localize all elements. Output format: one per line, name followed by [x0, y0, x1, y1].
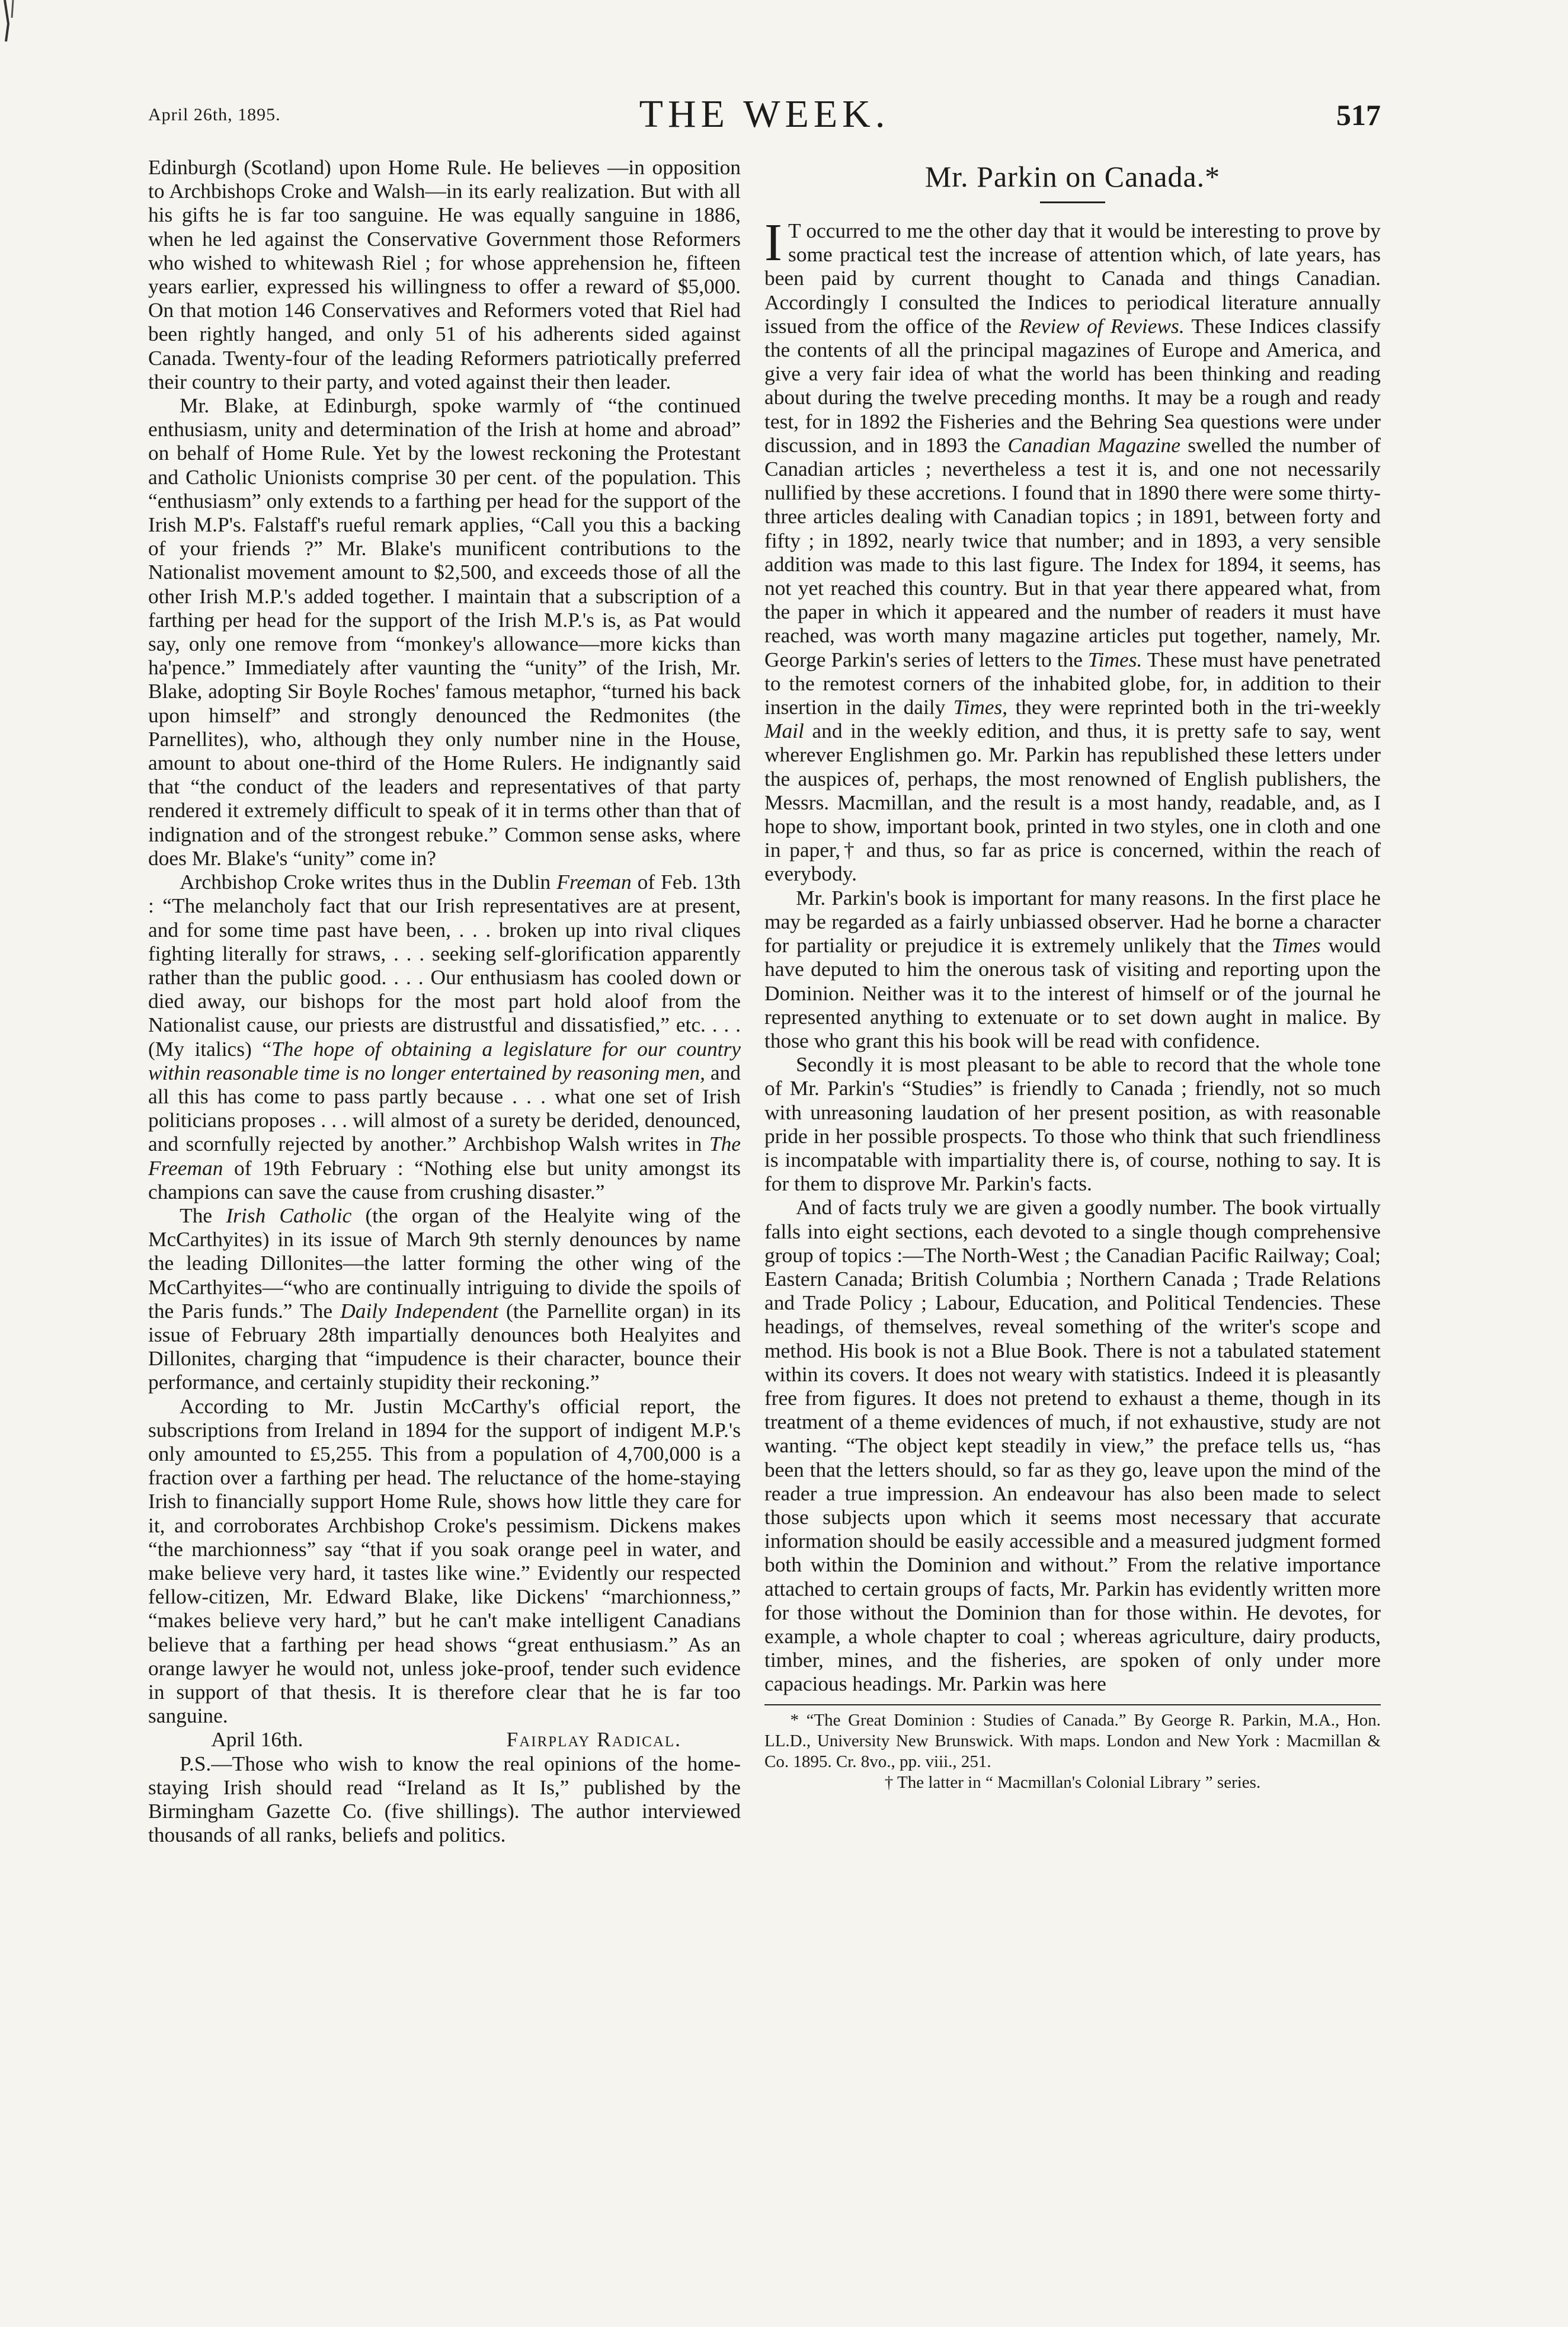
left-paragraph-3: Archbishop Croke writes thus in the Dublin Freeman of Feb. 13th : “The melancholy fact that our Irish representatives are at present, and for some time past have been, . . . broken up into rival cliques fighting literally for straws, . . . seeking self-glorification apparently rather than the public good. . . . Our enthusiasm has cooled down or died away, our bishops for the most part hold aloof from the Nationalist cause, our priests are distrustful and dissatisfied,” etc. . . . (My italics) “The hope of obtaining a legislature for our country within reasonable time is no longer entertained by reasoning men, and all this has come to pass partly because . . . what one set of Irish politicians proposes . . . will almost of a surety be derided, denounced, and scornfully rejected by another.” Archbishop Walsh writes in The Freeman of 19th February : “Nothing else but unity amongst its champions can save the cause from crushing disaster.”	[148, 870, 741, 1203]
daily-independent-title: Daily Independent	[340, 1298, 498, 1323]
signoff-date: April 16th.	[211, 1727, 303, 1752]
irish-catholic-title: Irish Catholic	[226, 1203, 352, 1227]
issue-date: April 26th, 1895.	[148, 105, 281, 124]
masthead-title: THE WEEK.	[639, 92, 890, 136]
freeman-title-2: The Freeman	[148, 1132, 741, 1180]
freeman-title: Freeman	[556, 870, 632, 894]
right-paragraph-1: I T occurred to me the other day that it would be interesting to prove by some practical test the increase of attention which, of late years, has been paid by current thought to Canada and things Canadian. Accordingly I consulted the Indices to periodical literature annually issued from the office of the Review of Reviews. These Indices classify the contents of all the principal magazines of Europe and America, and give a very fair idea of what the world has been thinking and reading about during the twelve preceding months. It may be a rough and ready test, for in 1892 the Fisheries and the Behring Sea questions were under discussion, and in 1893 the Canadian Magazine swelled the number of Canadian articles ; nevertheless a test it is, and one not necessarily nullified by these accretions. I found that in 1890 there were some thirty-three articles dealing with Canadian topics ; in 1891, between forty and fifty ; in 1892, nearly twice that number; and in 1893, a very sensible addition was made to this last figure. The Index for 1894, it seems, has not yet reached this country. But in that year there appeared what, from the paper in which it appeared and the number of readers it must have reached, was worth many magazine articles put together, namely, Mr. George Parkin's series of letters to the Times. These must have penetrated to the remotest corners of the inhabited globe, for, in addition to their insertion in the daily Times, they were reprinted both in the tri-weekly Mail and in the weekly edition, and thus, it is pretty safe to say, went wherever Englishmen go. Mr. Parkin has republished these letters under the auspices of, perhaps, the most renowned of English publishers, the Messrs. Macmillan, and the result is a most handy, readable, and, as I hope to show, important book, printed in two styles, one in cloth and one in paper,† and thus, so far as price is concerned, within the reach of everybody.	[764, 213, 1381, 886]
right-paragraph-3: Secondly it is most pleasant to be able to record that the whole tone of Mr. Parkin's “Studies” is friendly to Canada ; friendly, not so much with unreasoning laudation of her present position, as with reasonable pride in her possible prospects. To those who think that such friendliness is incompatable with impartiality there is, of course, nothing to say. It is for them to disprove Mr. Parkin's facts.	[764, 1052, 1381, 1196]
italic-quote: The hope of obtaining a legislature for our country within reasonable time is no longer entertained by reasoning men,	[148, 1036, 741, 1084]
left-paragraph-2: Mr. Blake, at Edinburgh, spoke warmly of “the continued enthusiasm, unity and determination of the Irish at home and abroad” on behalf of Home Rule. Yet by the lowest reckoning the Protestant and Catholic Unionists comprise 30 per cent. of the population. This “enthusiasm” only extends to a farthing per head for the support of the Irish M.P's. Falstaff's rueful remark applies, “Call you this a backing of your friends ?” Mr. Blake's munificent contributions to the Nationalist movement amount to $2,500, and exceeds those of all the other Irish M.P.'s added together. I maintain that a subscription of a farthing per head for the support of the Irish M.P.'s is, as Pat would say, only one remove from “monkey's allowance—more kicks than ha'pence.” Immediately after vaunting the “unity” of the Irish, Mr. Blake, adopting Sir Boyle Roches' famous metaphor, “turned his back upon himself” and strongly denounced the Redmonites (the Parnellites), who, although they only number nine in the House, amount to about one-third of the Home Rulers. He indignantly said that “the conduct of the leaders and representatives of that party rendered it extremely difficult to speak of it in terms other than that of indignation and of the strongest rebuke.” Common sense asks, where does Mr. Blake's “unity” come in?	[148, 393, 741, 870]
left-paragraph-1: Edinburgh (Scotland) upon Home Rule. He believes —in opposition to Archbishops Croke and Walsh—in its early realization. But with all his gifts he is far too sanguine. He was equally sanguine in 1886, when he led against the Conservative Government those Reformers who wished to whitewash Riel ; for whose apprehension he, fifteen years earlier, expressed his willingness to offer a reward of $5,000. On that motion 146 Conservatives and Reformers voted that Riel had been rightly hanged, and only 51 of his adherents sided against Canada. Twenty-four of the leading Reformers patriotically preferred their country to their party, and voted against their then leader.	[148, 155, 741, 393]
page-header	[148, 92, 1381, 145]
article-title: Mr. Parkin on Canada.*	[924, 160, 1221, 193]
right-paragraph-4: And of facts truly we are given a goodly number. The book virtually falls into eight sections, each devoted to a single though comprehensive group of topics :—The North-West ; the Canadian Pacific Railway; Coal; Eastern Canada; British Columbia ; Northern Canada ; Trade Relations and Trade Policy ; Labour, Education, and Political Tendencies. These headings, of themselves, reveal something of the writer's scope and method. His book is not a Blue Book. There is not a tabulated statement within its covers. It does not weary with statistics. Indeed it is pleasantly free from figures. It does not pretend to exhaust a theme, though in its treatment of a theme evidences of much, if not exhaustive, study are not wanting. “The object kept steadily in view,” the preface tells us, “has been that the letters should, so far as they go, leave upon the mind of the reader a true impression. An endeavour has also been made to select those subjects upon which it seems most necessary that accurate information should be easily accessible and a measured judgment formed both within the Dominion and without.” From the relative importance attached to certain groups of facts, Mr. Parkin has evidently written more for those without the Dominion than for those within. He devotes, for example, a whole chapter to coal ; whereas agriculture, dairy products, timber, mines, and the fisheries, are spoken of only under more capacious headings. Mr. Parkin was here	[764, 1195, 1381, 1696]
right-column	[764, 155, 1381, 1793]
page-edge-mark	[0, 0, 24, 41]
footnote-rule	[764, 1704, 1381, 1705]
left-paragraph-5: According to Mr. Justin McCarthy's official report, the subscriptions from Ireland in 1894 for the support of indigent M.P.'s only amounted to £5,255. This from a population of 4,700,000 is a fraction over a farthing per head. The reluctance of the home-staying Irish to financially support Home Rule, shows how little they care for it, and corroborates Archbishop Croke's pessimism. Dickens makes “the marchionness” say “that if you soak orange peel in water, and make believe very hard, it tastes like wine.” Evidently our respected fellow-citizen, Mr. Edward Blake, like Dickens' “marchionness,” “makes believe very hard,” but he can't make intelligent Canadians believe that a farthing per head shows “great enthusiasm.” As an orange lawyer he would not, unless joke-proof, tender such evidence in support of that thesis. It is therefore clear that he is far too sanguine.	[148, 1394, 741, 1728]
page-number: 517	[1336, 98, 1381, 132]
postscript: P.S.—Those who wish to know the real opinions of the home-staying Irish should read “Ireland as It Is,” published by the Birmingham Gazette Co. (five shillings). The author interviewed thousands of all ranks, beliefs and politics.	[148, 1751, 741, 1847]
left-paragraph-4: The Irish Catholic (the organ of the Healyite wing of the McCarthyites) in its issue of March 9th sternly denounces by name the leading Dillonites—the latter forming the other wing of the McCarthyites—“who are continually intriguing to divide the spoils of the Paris funds.” The Daily Independent (the Parnellite organ) in its issue of February 28th impartially denounces both Healyites and Dillonites, charging that “impudence is their character, bounce their performance, and certainly stupidity their reckoning.”	[148, 1203, 741, 1394]
signoff-author: Fairplay Radical.	[506, 1727, 681, 1752]
drop-cap: I	[764, 213, 782, 272]
title-rule	[1040, 201, 1105, 203]
signoff	[148, 1727, 741, 1751]
footnote-2: † The latter in “ Macmillan's Colonial Library ” series.	[884, 1772, 1261, 1792]
right-paragraph-2: Mr. Parkin's book is important for many reasons. In the first place he may be regarded as a fairly unbiassed observer. Had he borne a character for partiality or prejudice it is extremely unlikely that the Times would have deputed to him the onerous task of visiting and reporting upon the Dominion. Neither was it to the interest of himself or of the journal he represented anything to extenuate or to set down aught in malice. By those who grant this his book will be read with confidence.	[764, 885, 1381, 1052]
footnote-1: * “The Great Dominion : Studies of Canada.” By George R. Parkin, M.A., Hon. LL.D., University New Brunswick. With maps. London and New York : Macmillan & Co. 1895. Cr. 8vo., pp. viii., 251.	[764, 1710, 1381, 1771]
left-column	[148, 155, 741, 1846]
